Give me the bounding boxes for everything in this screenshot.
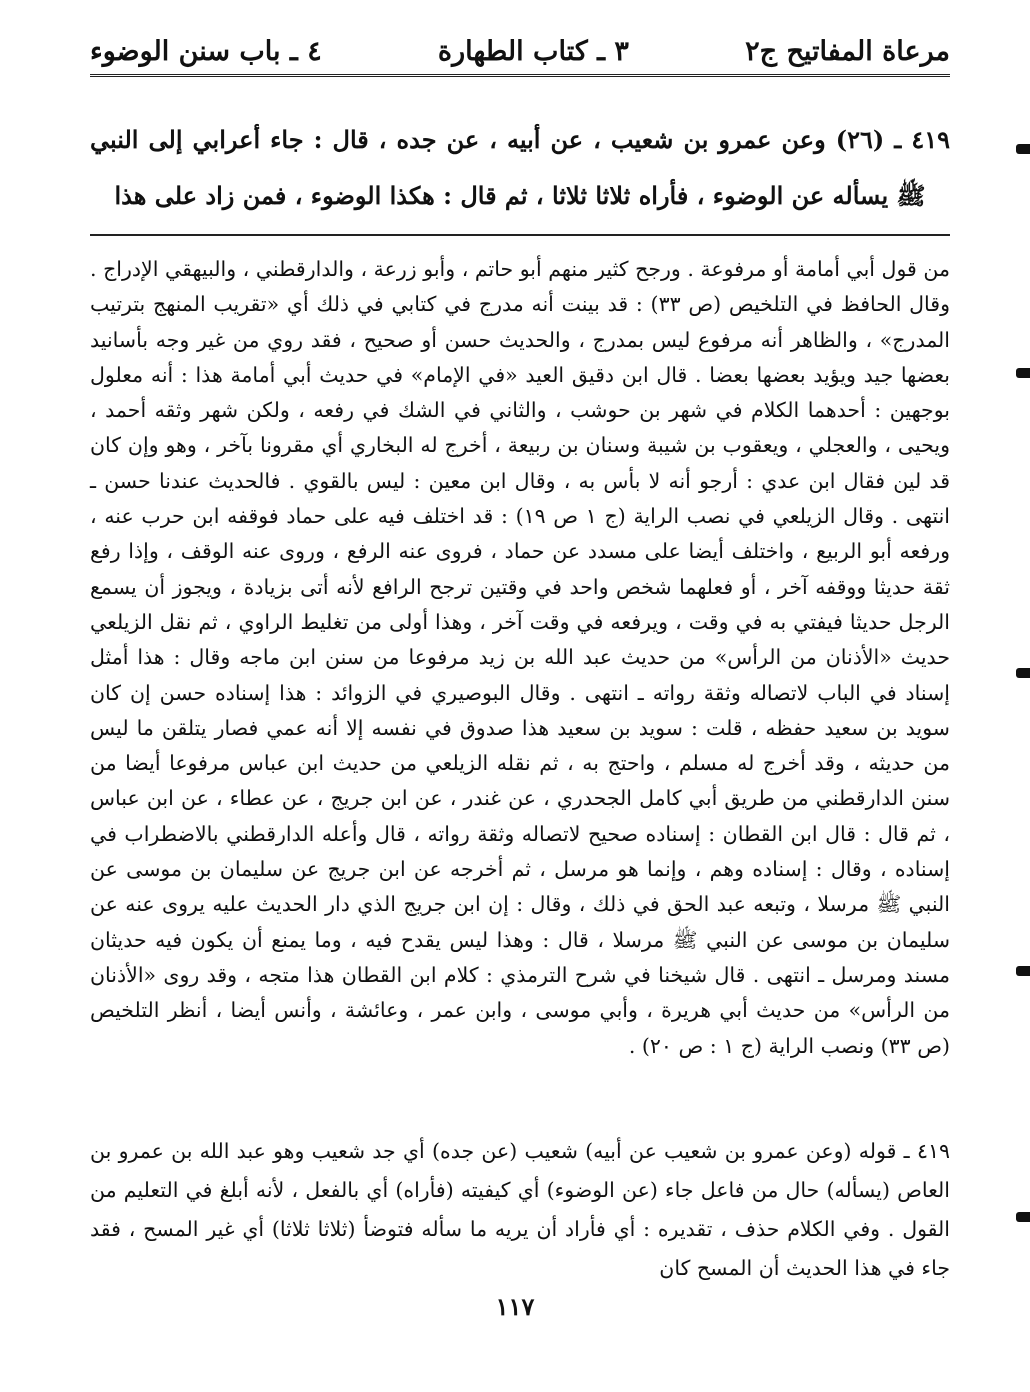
margin-tab-mark	[1016, 144, 1030, 154]
explanation-text: ٤١٩ ـ قوله (وعن عمرو بن شعيب عن أبيه) شعيب (عن جده) أي جد شعيب وهو عبد الله بن عمرو بن العاص (يسأله) حال من فاعل جاء (عن الوضوء) أي كيفيته (فأراه) أي بالفعل ، لأنه أبلغ في التعليم من القول . وفي الكلام حذف ، تقديره : أي فأراد أن يريه ما سأله فتوضأ (ثلاثا ثلاثا) أي غير المسح ، فقد جاء في هذا الحديث أن المسح كان	[90, 1139, 950, 1280]
page-number: ١١٧	[495, 1292, 535, 1321]
hadith-text: ٤١٩ ـ (٢٦) وعن عمرو بن شعيب ، عن أبيه ، عن جده ، قال : جاء أعرابي إلى النبي ﷺ يسأله عن الوضوء ، فأراه ثلاثا ثلاثا ، ثم قال : هكذا الوضوء ، فمن زاد على هذا	[90, 125, 950, 210]
chapter-title: ٣ ـ كتاب الطهارة	[437, 35, 629, 67]
section-title: ٤ ـ باب سنن الوضوء	[90, 35, 322, 67]
margin-tab-mark	[1016, 668, 1030, 678]
margin-tab-mark	[1016, 966, 1030, 976]
running-header	[90, 28, 950, 77]
commentary-text: من قول أبي أمامة أو مرفوعة . ورجح كثير منهم أبو حاتم ، وأبو زرعة ، والدارقطني ، والبيهقي الإدراج . وقال الحافظ في التلخيص (ص ٣٣) : قد بينت أنه مدرج في كتابي في ذلك أي «تقريب المنهج بترتيب المدرج» ، والظاهر أنه مرفوع ليس بمدرج ، والحديث حسن أو صحيح ، فقد روي من غير وجه بأسانيد بعضها جيد ويؤيد بعضها بعضا . قال ابن دقيق العيد «في الإمام» في حديث أبي أمامة هذا : أنه معلول بوجهين : أحدهما الكلام في شهر بن حوشب ، والثاني في الشك في رفعه ، ولكن شهر وثقه أحمد ، ويحيى ، والعجلي ، ويعقوب بن شيبة وسنان بن ربيعة ، أخرج له البخاري أي مقرونا بآخر ، وهو وإن كان قد لين فقال ابن عدي : أرجو أنه لا بأس به ، وقال ابن معين : ليس بالقوي . فالحديث عندنا حسن ـ انتهى . وقال الزيلعي في نصب الراية (ج ١ ص ١٩) : قد اختلف فيه على حماد فوقفه ابن حرب عنه ، ورفعه أبو الربيع ، واختلف أيضا على مسدد عن حماد ، فروى عنه الرفع ، وروى عنه الوقف ، وإذا رفع ثقة حديثا ووقفه آخر ، أو فعلهما شخص واحد في وقتين ترجح الرافع لأنه أتى بزيادة ، ويجوز أن يسمع الرجل حديثا فيفتي به في وقت ، ويرفعه في وقت آخر ، وهذا أولى من تغليط الراوي ، ثم نقل الزيلعي حديث «الأذنان من الرأس» من حديث عبد الله بن زيد مرفوعا من سنن ابن ماجه وقال : هذا أمثل إسناد في الباب لاتصاله وثقة رواته ـ انتهى . وقال البوصيري في الزوائد : هذا إسناده حسن إن كان سويد بن سعيد حفظه ، قلت : سويد بن سعيد هذا صدوق في نفسه إلا أنه عمي فصار يتلقن ما ليس من حديثه ، وقد أخرج له مسلم ، واحتج به ، ثم نقله الزيلعي من حديث ابن عباس مرفوعا أيضا من سنن الدارقطني من طريق أبي كامل الجحدري ، عن غندر ، عن ابن جريج ، عن عطاء ، عن ابن عباس ، ثم قال : قال ابن القطان : إسناده صحيح لاتصاله وثقة رواته ، قال وأعله الدارقطني بالاضطراب في إسناده ، وقال : إسناده وهم ، وإنما هو مرسل ، ثم أخرجه عن ابن جريج عن سليمان بن موسى عن النبي ﷺ مرسلا ، وتبعه عبد الحق في ذلك ، وقال : إن ابن جريج الذي دار الحديث عليه يروى عنه عن سليمان بن موسى عن النبي ﷺ مرسلا ، قال : وهذا ليس يقدح فيه ، وما يمنع أن يكون فيه حديثان مسند ومرسل ـ انتهى . قال شيخنا في شرح الترمذي : كلام ابن القطان هذا متجه ، وقد روى «الأذنان من الرأس» من حديث أبي هريرة ، وأبي موسى ، وابن عمر ، وعائشة ، وأنس أيضا ، أنظر التلخيص (ص ٣٣) ونصب الراية (ج ١ : ص ٢٠) .	[90, 257, 951, 1058]
book-title: مرعاة المفاتيح ج٢	[745, 35, 950, 67]
margin-tab-mark	[1016, 368, 1030, 378]
margin-tab-mark	[1016, 1212, 1030, 1222]
divider-rule	[90, 234, 950, 236]
